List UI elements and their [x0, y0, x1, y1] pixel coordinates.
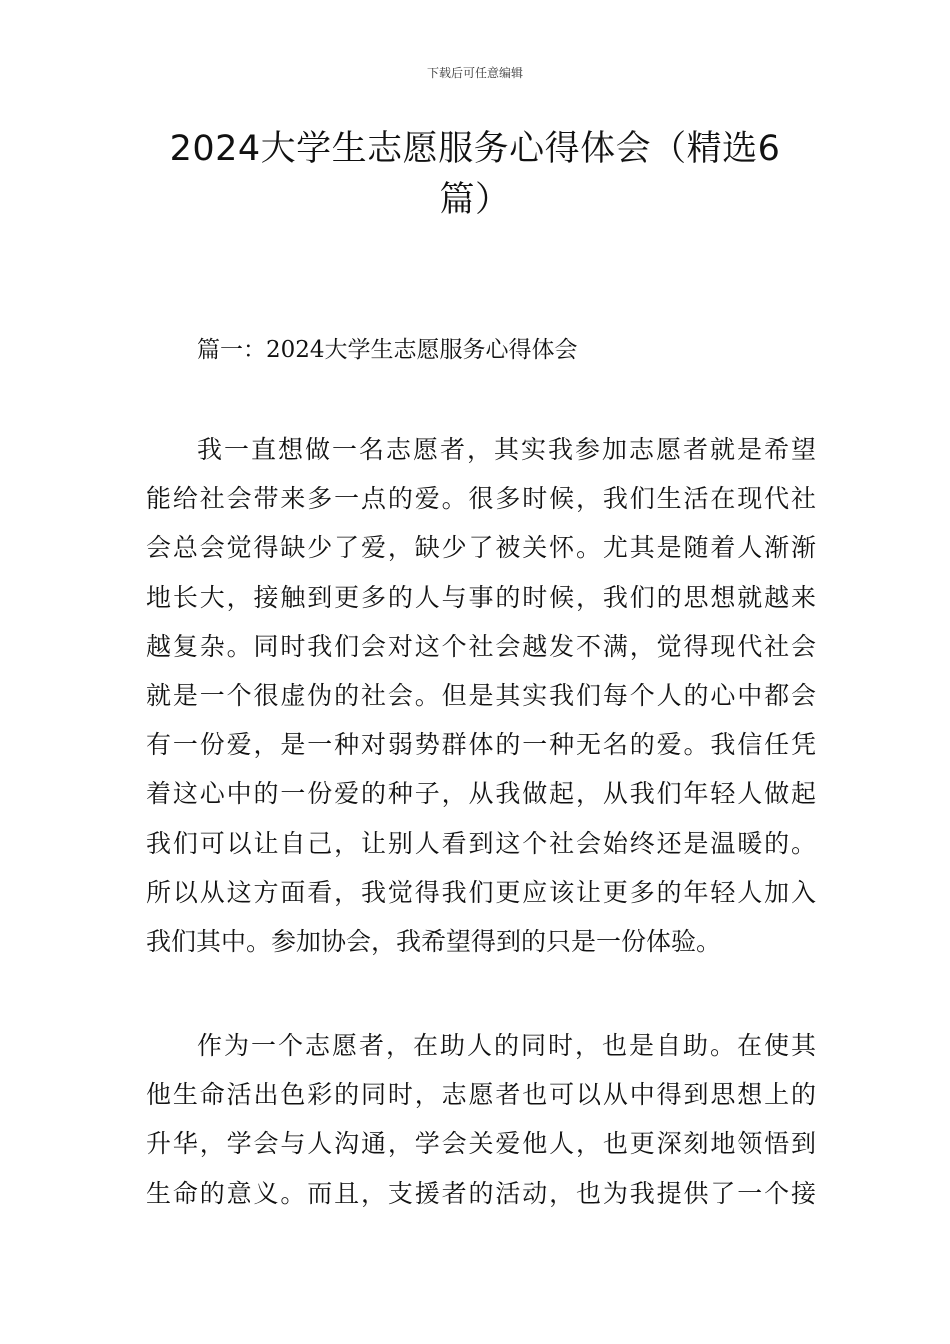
paragraph-line: 越复杂。同时我们会对这个社会越发不满，觉得现代社会: [146, 631, 816, 661]
paragraph-line: 升华，学会与人沟通，学会关爱他人，也更深刻地领悟到: [146, 1129, 816, 1159]
document-title: [140, 124, 810, 226]
paragraph-line: 我一直想做一名志愿者，其实我参加志愿者就是希望: [197, 435, 816, 464]
paragraph-line: 我们其中。参加协会，我希望得到的只是一份体验。: [146, 927, 722, 957]
paragraph-line: 我们可以让自己，让别人看到这个社会始终还是温暖的。: [146, 828, 816, 858]
header-note: 下载后可任意编辑: [426, 66, 523, 80]
paragraph-line: 地长大，接触到更多的人与事的时候，我们的思想就越来: [146, 582, 816, 612]
paragraph-line: 着这心中的一份爱的种子，从我做起，从我们年轻人做起: [146, 779, 816, 809]
paragraph-line: 能给社会带来多一点的爱。很多时候，我们生活在现代社: [146, 484, 816, 514]
paragraph-line: 作为一个志愿者，在助人的同时，也是自助。在使其: [197, 1031, 816, 1060]
section-heading: 篇一：2024大学生志愿服务心得体会: [197, 337, 578, 363]
paragraph-line: 生命的意义。而且，支援者的活动，也为我提供了一个接: [146, 1178, 816, 1208]
body-paragraph: [146, 1021, 816, 1218]
paragraph-line: 有一份爱，是一种对弱势群体的一种无名的爱。我信任凭: [146, 730, 816, 760]
title-line: 篇）: [439, 180, 511, 220]
paragraph-line: 他生命活出色彩的同时，志愿者也可以从中得到思想上的: [146, 1080, 816, 1110]
paragraph-line: 所以从这方面看，我觉得我们更应该让更多的年轻人加入: [146, 877, 816, 907]
paragraph-line: 就是一个很虚伪的社会。但是其实我们每个人的心中都会: [146, 681, 816, 711]
body-paragraph: [146, 425, 816, 966]
title-line: 2024大学生志愿服务心得体会（精选6: [169, 129, 781, 169]
paragraph-line: 会总会觉得缺少了爱，缺少了被关怀。尤其是随着人渐渐: [146, 533, 816, 563]
